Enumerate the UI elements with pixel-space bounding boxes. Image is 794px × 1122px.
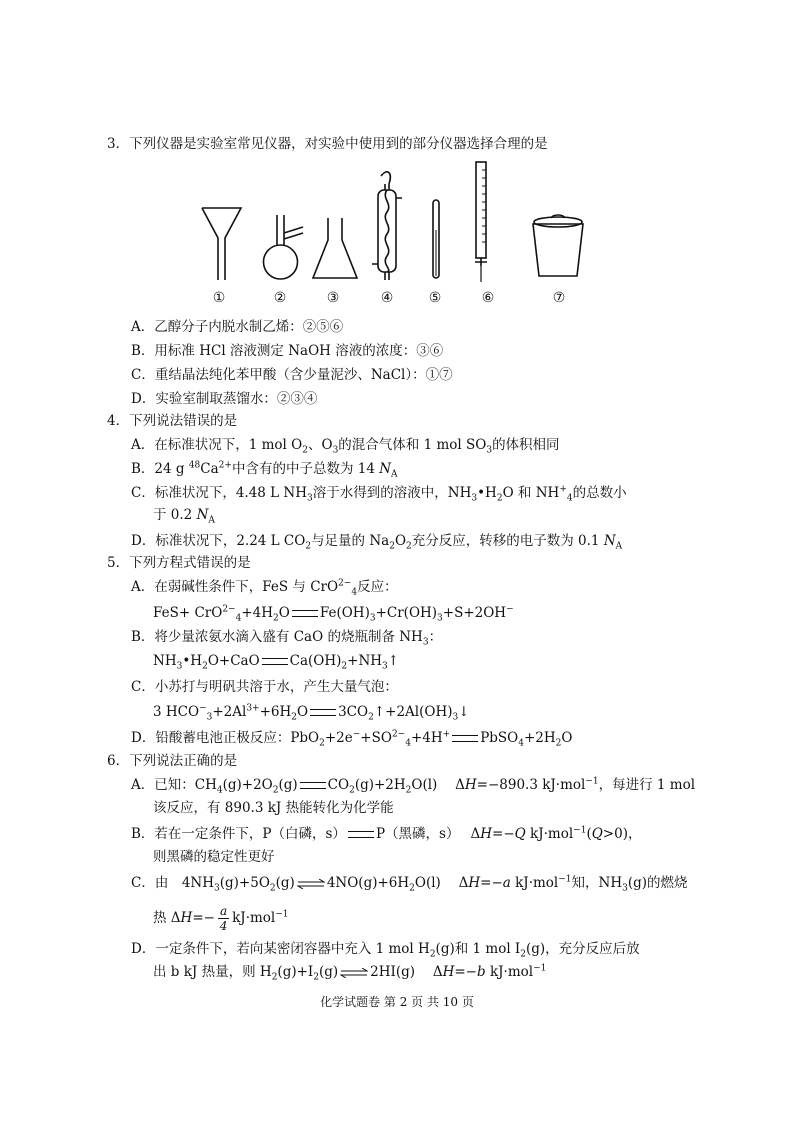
q5-option-c: C．小苏打与明矾共溶于水，产生大量气泡： — [131, 679, 398, 695]
q6-option-c-cont: 热 ΔH=− $\frac{a}{4}$ kJ·mol$^{-1}$ — [153, 904, 289, 933]
q3-option-b: B．用标准 HCl 溶液测定 NaOH 溶液的浓度：③⑥ — [131, 343, 444, 359]
q4-option-d: D．标准状况下，2.24 L $CO_2$与足量的 $Na_2O_2$充分反应，转移的电子数为 0.1 $N_A$ — [131, 533, 623, 552]
apparatus-label-1: ① — [212, 290, 226, 306]
q3-option-d: D．实验室制取蒸馏水：②③④ — [131, 391, 318, 407]
apparatus-label-6: ⑥ — [481, 290, 495, 306]
q4-stem: 4．下列说法错误的是 — [107, 413, 238, 429]
thermometer-icon — [433, 200, 439, 278]
q5-option-a: A．在弱碱性条件下，FeS 与 CrO$^{2-}_4$反应： — [131, 578, 398, 598]
q4-option-c-cont: 于 0.2 $N_A$ — [153, 507, 215, 526]
apparatus-illustrations — [195, 160, 635, 290]
q4-option-c: C．标准状况下，4.48 L $NH_3$溶于水得到的溶液中，$NH_3•H_2O$ 和 $NH^+_4$的总数小 — [131, 484, 627, 504]
q5-option-b-equation: $NH_3•H_2O+CaO$ $Ca(OH)_2+NH_3↑$ — [153, 653, 400, 672]
q4-option-b: B．24 g $^{48}Ca^{2+}$中含有的中子总数为 14 $N_A$ — [131, 460, 398, 480]
apparatus-label-2: ② — [273, 290, 287, 306]
q6-option-a-cont: 该反应，有 890.3 kJ 热能转化为化学能 — [153, 800, 394, 816]
q3-option-c: C．重结晶法纯化苯甲酸（含少量泥沙、NaCl）：①⑦ — [131, 367, 453, 383]
distilling-flask-icon — [264, 215, 304, 279]
page-footer: 化学试题卷 第 2 页 共 10 页 — [320, 995, 474, 1009]
q3-stem: 3．下列仪器是实验室常见仪器，对实验中使用到的部分仪器选择合理的是 — [107, 136, 548, 152]
q5-option-c-equation: 3 $HCO^-_3+2Al^{3+}+6H_2O$ $3CO_2↑+2Al(OH)_3↓$ — [153, 703, 470, 723]
q5-stem: 5．下列方程式错误的是 — [107, 555, 251, 571]
apparatus-label-4: ④ — [380, 290, 394, 306]
q6-option-d: D．一定条件下，若向某密闭容器中充入 1 mol $H_2(g)$和 1 mol $I_2(g)$，充分反应后放 — [131, 941, 640, 960]
q6-option-b-cont: 则黑磷的稳定性更好 — [153, 849, 275, 865]
apparatus-label-7: ⑦ — [552, 290, 566, 306]
q5-option-a-equation: $FeS+ CrO^{2-}_4+4H_2O$ $Fe(OH)_3+Cr(OH)_3+S+2OH^-$ — [153, 604, 514, 624]
q6-option-b: B．若在一定条件下，P（白磷，s） P（黑磷，s） ΔH=−Q kJ·mol$^{-1}$(Q>0)， — [131, 825, 642, 842]
q6-stem: 6．下列说法正确的是 — [107, 753, 238, 769]
conical-flask-icon — [313, 218, 357, 278]
condenser-icon — [372, 172, 402, 280]
fraction-a-over-4: $\frac{a}{4}$ — [219, 904, 228, 933]
apparatus-label-3: ③ — [326, 290, 340, 306]
crucible-icon — [533, 215, 583, 276]
q6-option-d-cont: 出 b kJ 热量，则 $H_2(g)+I_2(g)$ 2HI(g) ΔH=−b kJ·mol$^{-1}$ — [153, 963, 547, 983]
burette-icon — [475, 162, 487, 282]
apparatus-label-5: ⑤ — [428, 290, 442, 306]
q4-option-a: A．在标准状况下，1 mol $O_2$、$O_3$的混合气体和 1 mol $SO_3$的体积相同 — [131, 437, 560, 456]
q5-option-d: D．铅酸蓄电池正极反应：$PbO_2+2e^-+SO^{2-}_4+4H^+$ $PbSO_4+2H_2O$ — [131, 729, 573, 749]
q5-option-b: B．将少量浓氨水滴入盛有 CaO 的烧瓶制备 $NH_3$： — [131, 629, 443, 648]
q6-option-a: A．已知：$CH_4(g)+2O_2(g)$ $CO_2(g)+2H_2O(l)$ ΔH=−890.3 kJ·mol$^{-1}$，每进行 1 mol — [131, 776, 696, 796]
q6-option-c: C．由 $4NH_3(g)+5O_2(g)$ $4NO(g)+6H_2O(l)$ ΔH=−a kJ·mol$^{-1}$知，$NH_3(g)$的燃烧 — [131, 874, 688, 894]
q3-option-a: A．乙醇分子内脱水制乙烯：②⑤⑥ — [131, 319, 344, 335]
